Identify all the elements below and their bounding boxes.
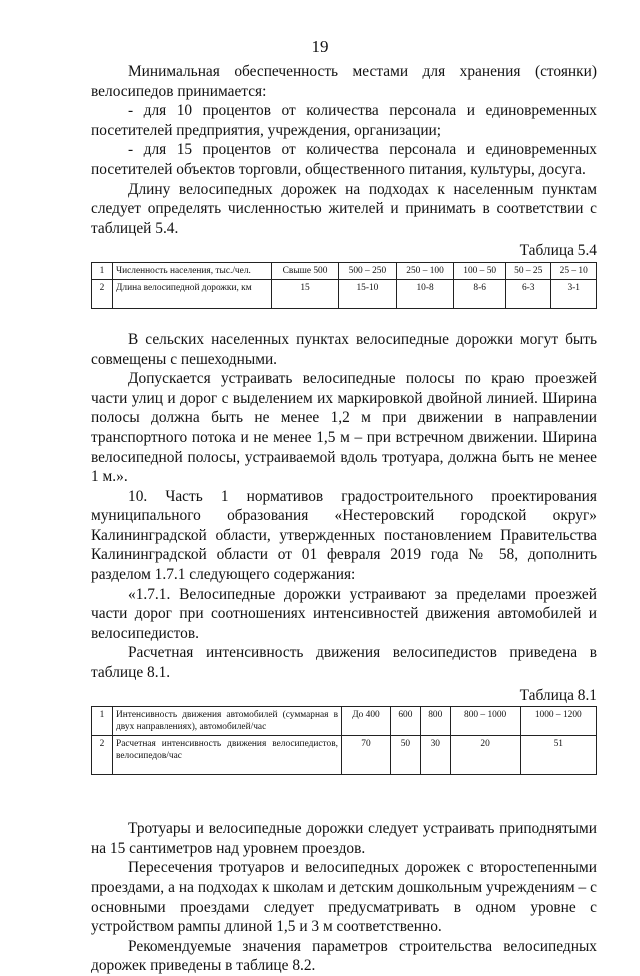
paragraph-sidewalks: Тротуары и велосипедные дорожки следует устраивать приподнятыми на 15 сантиметров над уровнем проездов. (91, 820, 597, 857)
table-cell: Численность населения, тыс./чел. (113, 262, 272, 279)
table-cell: 800 – 1000 (450, 707, 520, 736)
document-body (91, 62, 597, 976)
paragraph-bike-lane-length: Длину велосипедных дорожек на подходах к населенным пунктам следует определять численностью жителей и принимать в соответствии с таблицей 5.4. (91, 180, 597, 237)
paragraph-section-1-7-1: «1.7.1. Велосипедные дорожки устраивают за пределами проезжей части дорог при соотношениях интенсивностей движения автомобилей и велосипедистов. (91, 585, 597, 642)
table-cell: 800 (420, 707, 450, 736)
table-cell: 51 (520, 736, 597, 775)
list-item-10-percent: - для 10 процентов от количества персонала и единовременных посетителей предприятия, учреждения, организации; (91, 102, 597, 139)
table-cell: 8-6 (454, 279, 506, 308)
table-cell: 25 – 10 (551, 262, 597, 279)
table-cell: 15-10 (339, 279, 397, 308)
table-cell: 1 (92, 707, 113, 736)
table-cell: 50 (390, 736, 420, 775)
table-row (92, 736, 597, 775)
table-cell: Длина велосипедной дорожки, км (113, 279, 272, 308)
table-8-1 (91, 706, 597, 775)
table-cell: 250 – 100 (396, 262, 454, 279)
table-cell: До 400 (342, 707, 391, 736)
table-cell: 1 (92, 262, 113, 279)
table-cell: 70 (342, 736, 391, 775)
table-cell: 30 (420, 736, 450, 775)
table-row (92, 707, 597, 736)
paragraph-item-10: 10. Часть 1 нормативов градостроительного проектирования муниципального образования «Нестеровский городской округ» Калининградской области, утвержденных постановлением Правительства Калининградской области от 01 февраля 2019 года № 58, дополнить разделом 1.7.1 следующего содержания: (91, 487, 597, 584)
table-cell: 500 – 250 (339, 262, 397, 279)
table-cell: 2 (92, 279, 113, 308)
table-5-4-caption: Таблица 5.4 (519, 242, 597, 260)
table-cell: Интенсивность движения автомобилей (суммарная в двух направлениях), автомобилей/час (113, 707, 342, 736)
paragraph-intensity: Расчетная интенсивность движения велосипедистов приведена в таблице 8.1. (91, 644, 597, 682)
table-row (92, 279, 597, 308)
table-cell: 20 (450, 736, 520, 775)
table-cell: 15 (272, 279, 339, 308)
table-cell: 10-8 (396, 279, 454, 308)
table-cell: 3-1 (551, 279, 597, 308)
table-cell: 1000 – 1200 (520, 707, 597, 736)
table-5-4 (91, 262, 597, 309)
table-8-1-caption: Таблица 8.1 (519, 686, 597, 704)
table-cell: 600 (390, 707, 420, 736)
table-cell: Расчетная интенсивность движения велосипедистов, велосипедов/час (113, 736, 342, 775)
paragraph-recommended-params: Рекомендуемые значения параметров строительства велосипедных дорожек приведены в таблице 8.2. (91, 937, 597, 975)
paragraph-bike-strips: Допускается устраивать велосипедные полосы по краю проезжей части улиц и дорог с выделением их маркировкой двойной линией. Ширина полосы должна быть не менее 1,2 м при движении в направлении транспортного потока и не менее 1,5 м – при встречном движении. Ширина велосипедной полосы, устраиваемой вдоль тротуара, должна быть не менее 1 м.». (91, 370, 597, 486)
list-item-15-percent: - для 15 процентов от количества персонала и единовременных посетителей объектов торговли, общественного питания, культуры, досуга. (91, 141, 597, 178)
table-cell: Свыше 500 (272, 262, 339, 279)
page-number: 19 (311, 37, 329, 56)
table-cell: 2 (92, 736, 113, 775)
table-cell: 100 – 50 (454, 262, 506, 279)
table-row (92, 262, 597, 279)
paragraph-rural-areas: В сельских населенных пунктах велосипедные дорожки могут быть совмещены с пешеходными. (91, 330, 597, 368)
table-cell: 6-3 (505, 279, 551, 308)
table-cell: 50 – 25 (505, 262, 551, 279)
paragraph-bike-parking: Минимальная обеспеченность местами для хранения (стоянки) велосипедов принимается: (91, 63, 597, 100)
paragraph-crossings: Пересечения тротуаров и велосипедных дорожек с второстепенными проездами, а на подходах к школам и детским дошкольным учреждениям – с основными проездами следует предусматривать в одном уровне с устройством рампы длиной 1,5 и 3 м соответственно. (91, 859, 597, 936)
